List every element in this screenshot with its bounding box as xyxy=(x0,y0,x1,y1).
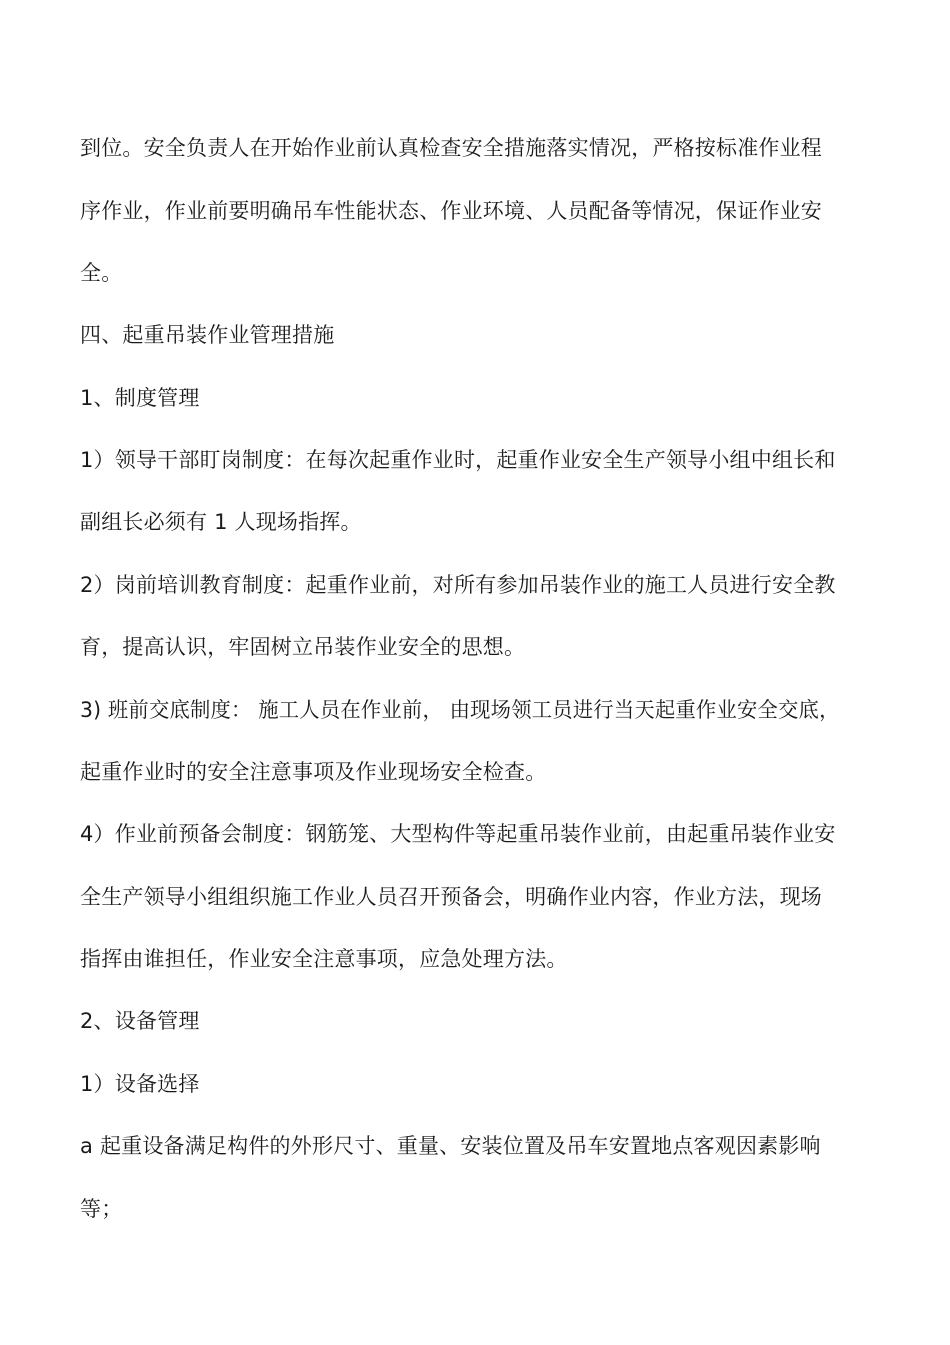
paragraph-line: 3) 班前交底制度： 施工人员在作业前， 由现场领工员进行当天起重作业安全交底， xyxy=(80,698,840,722)
paragraph-line: 2）岗前培训教育制度：起重作业前，对所有参加吊装作业的施工人员进行安全教 xyxy=(80,573,836,597)
paragraph-line: 全生产领导小组组织施工作业人员召开预备会，明确作业内容，作业方法，现场 xyxy=(80,885,822,909)
paragraph-line: 副组长必须有 1 人现场指挥。 xyxy=(80,510,362,534)
paragraph-line: 4）作业前预备会制度：钢筋笼、大型构件等起重吊装作业前，由起重吊装作业安 xyxy=(80,822,836,846)
paragraph-line: 指挥由谁担任，作业安全注意事项，应急处理方法。 xyxy=(80,947,568,971)
paragraph-line: 序作业，作业前要明确吊车性能状态、作业环境、人员配备等情况，保证作业安 xyxy=(80,199,822,223)
paragraph-line: a 起重设备满足构件的外形尺寸、重量、安装位置及吊车安置地点客观因素影响 xyxy=(80,1134,821,1158)
subsection-heading: 1、制度管理 xyxy=(80,386,200,410)
item-heading: 1）设备选择 xyxy=(80,1072,200,1096)
paragraph-line: 全。 xyxy=(80,261,123,285)
paragraph-line: 到位。安全负责人在开始作业前认真检查安全措施落实情况，严格按标准作业程 xyxy=(80,136,822,160)
paragraph-line: 等； xyxy=(80,1197,123,1221)
paragraph-line: 起重作业时的安全注意事项及作业现场安全检查。 xyxy=(80,760,547,784)
section-heading: 四、起重吊装作业管理措施 xyxy=(80,323,335,347)
subsection-heading: 2、设备管理 xyxy=(80,1009,200,1033)
paragraph-line: 1）领导干部盯岗制度：在每次起重作业时，起重作业安全生产领导小组中组长和 xyxy=(80,448,836,472)
paragraph-line: 育，提高认识，牢固树立吊装作业安全的思想。 xyxy=(80,635,526,659)
